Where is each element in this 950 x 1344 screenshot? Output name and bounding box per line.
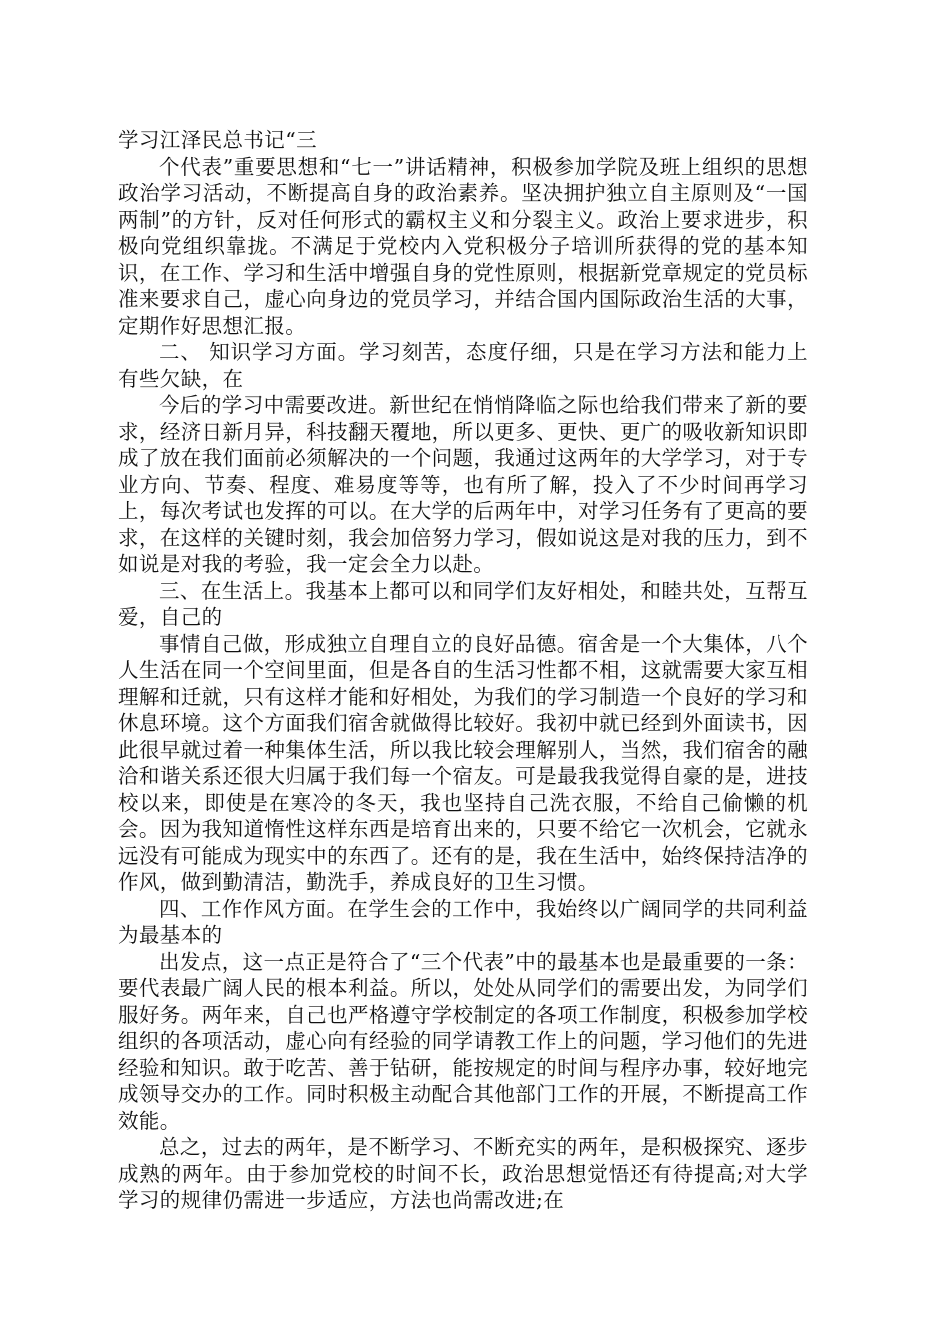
paragraph-1: 学习江泽民总书记“三	[118, 128, 317, 152]
paragraph-4: 今后的学习中需要改进。新世纪在悄悄降临之际也给我们带来了新的要求，经济日新月异，科技翻天覆地，所以更多、更快、更广的吸收新知识即成了放在我们面前必须解决的一个问题，我通过这两年的大学学习，对于专业方向、节奏、程度、难易度等等，也有所了解，投入了不少时间再学习上，每次考试也发挥的可以。在大学的后两年中，对学习任务有了更高的要求，在这样的关键时刻，我会加倍努力学习，假如说这是对我的压力，到不如说是对我的考验，我一定会全力以赴。	[118, 393, 808, 576]
paragraph-5: 三、在生活上。我基本上都可以和同学们友好相处，和睦共处，互帮互爱，自己的	[118, 578, 808, 629]
paragraph-6: 事情自己做，形成独立自理自立的良好品德。宿舍是一个大集体，八个人生活在同一个空间里面，但是各自的生活习性都不相，这就需要大家互相理解和迁就，只有这样才能和好相处，为我们的学习制造一个良好的学习和休息环境。这个方面我们宿舍就做得比较好。我初中就已经到外面读书，因此很早就过着一种集体生活，所以我比较会理解别人，当然，我们宿舍的融洽和谐关系还很大归属于我们每一个宿友。可是最我我觉得自豪的是，进技校以来，即使是在寒冷的冬天，我也坚持自己洗衣服，不给自己偷懒的机会。因为我知道惰性这样东西是培育出来的，只要不给它一次机会，它就永远没有可能成为现实中的东西了。还有的是，我在生活中，始终保持洁净的作风，做到勤清洁，勤洗手，养成良好的卫生习惯。	[118, 631, 808, 894]
document-body	[118, 127, 808, 1214]
paragraph-8: 出发点，这一点正是符合了“三个代表”中的最基本也是最重要的一条：要代表最广阔人民的根本利益。所以，处处从同学们的需要出发，为同学们服好务。两年来，自己也严格遵守学校制定的各项工作制度，积极参加学校组织的各项活动，虚心向有经验的同学请教工作上的问题，学习他们的先进经验和知识。敢于吃苦、善于钻研，能按规定的时间与程序办事，较好地完成领导交办的工作。同时积极主动配合其他部门工作的开展，不断提高工作效能。	[118, 949, 808, 1133]
paragraph-7: 四、工作作风方面。在学生会的工作中，我始终以广阔同学的共同利益为最基本的	[118, 896, 808, 947]
paragraph-2: 个代表”重要思想和“七一”讲话精神，积极参加学院及班上组织的思想政治学习活动，不断提高自身的政治素养。坚决拥护独立自主原则及“一国两制”的方针，反对任何形式的霸权主义和分裂主义。政治上要求进步，积极向党组织靠拢。不满足于党校内入党积极分子培训所获得的党的基本知识，在工作、学习和生活中增强自身的党性原则，根据新党章规定的党员标准来要求自己，虚心向身边的党员学习，并结合国内国际政治生活的大事，定期作好思想汇报。	[118, 154, 808, 338]
paragraph-3: 二、 知识学习方面。学习刻苦，态度仔细，只是在学习方法和能力上有些欠缺，在	[118, 340, 808, 391]
paragraph-9: 总之，过去的两年，是不断学习、不断充实的两年，是积极探究、逐步成熟的两年。由于参加党校的时间不长，政治思想觉悟还有待提高;对大学学习的规律仍需进一步适应，方法也尚需改进;在	[118, 1135, 808, 1212]
